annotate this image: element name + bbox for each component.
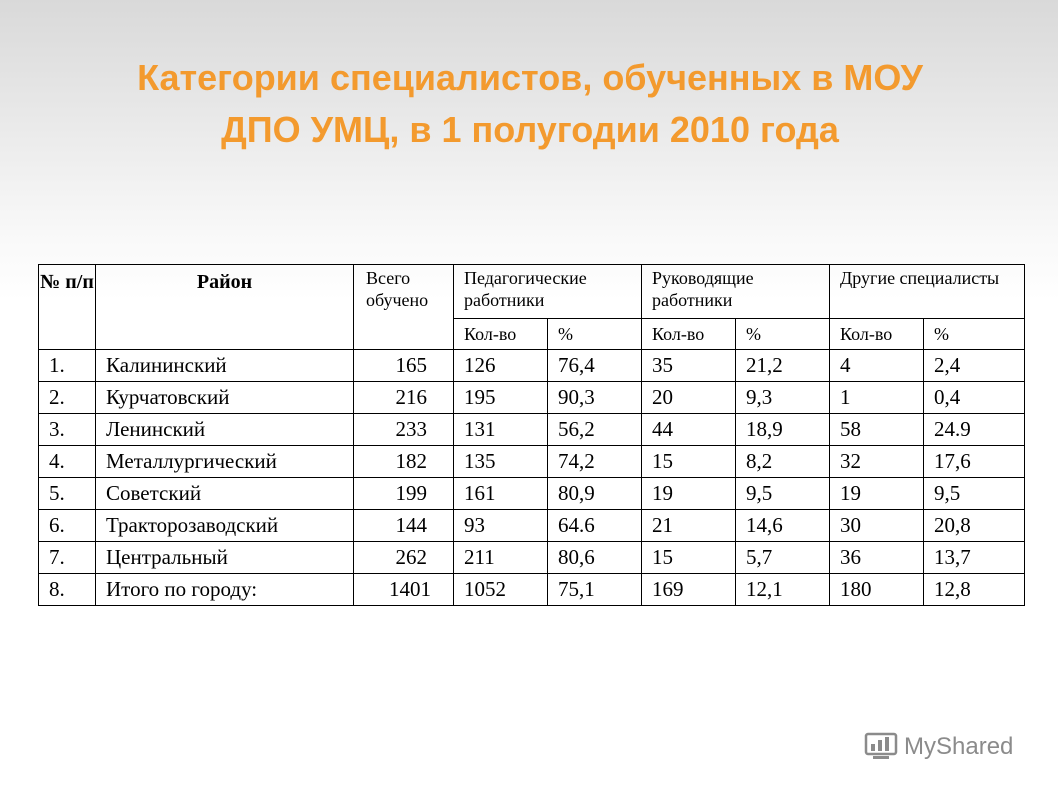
- row-mgr-count: 15: [642, 542, 736, 574]
- row-district: Калининский: [96, 350, 354, 382]
- sub-ped-pct: %: [548, 319, 642, 350]
- row-mgr-pct: 5,7: [736, 542, 830, 574]
- row-total: 233: [354, 414, 454, 446]
- row-ped-count: 135: [454, 446, 548, 478]
- table-row: [39, 478, 1025, 510]
- total-ped-pct: 75,1: [548, 574, 642, 606]
- row-total: 182: [354, 446, 454, 478]
- table-row: [39, 510, 1025, 542]
- row-district: Советский: [96, 478, 354, 510]
- header-other: Другие специалисты: [830, 265, 1025, 319]
- slide-title: [60, 52, 1000, 156]
- sub-ped-count: Кол-во: [454, 319, 548, 350]
- row-ped-pct: 80,9: [548, 478, 642, 510]
- row-oth-pct: 17,6: [924, 446, 1025, 478]
- header-district: Район: [96, 265, 354, 350]
- row-num: 7.: [39, 542, 96, 574]
- row-total: 199: [354, 478, 454, 510]
- row-num: 4.: [39, 446, 96, 478]
- row-ped-count: 211: [454, 542, 548, 574]
- row-num: 5.: [39, 478, 96, 510]
- row-mgr-count: 21: [642, 510, 736, 542]
- total-oth-count: 180: [830, 574, 924, 606]
- total-mgr-pct: 12,1: [736, 574, 830, 606]
- row-ped-pct: 56,2: [548, 414, 642, 446]
- row-oth-count: 58: [830, 414, 924, 446]
- header-num: № п/п: [39, 265, 96, 350]
- row-ped-pct: 90,3: [548, 382, 642, 414]
- row-oth-pct: 13,7: [924, 542, 1025, 574]
- row-district: Металлургический: [96, 446, 354, 478]
- row-ped-pct: 76,4: [548, 350, 642, 382]
- row-mgr-pct: 18,9: [736, 414, 830, 446]
- row-ped-count: 161: [454, 478, 548, 510]
- slide-title-line-1: Категории специалистов, обученных в МОУ: [137, 57, 923, 98]
- row-mgr-pct: 9,5: [736, 478, 830, 510]
- row-oth-pct: 0,4: [924, 382, 1025, 414]
- row-oth-count: 4: [830, 350, 924, 382]
- row-mgr-pct: 14,6: [736, 510, 830, 542]
- row-ped-pct: 64.6: [548, 510, 642, 542]
- row-oth-count: 36: [830, 542, 924, 574]
- row-num: 1.: [39, 350, 96, 382]
- row-ped-count: 131: [454, 414, 548, 446]
- row-total: 262: [354, 542, 454, 574]
- table-row: [39, 382, 1025, 414]
- row-ped-count: 93: [454, 510, 548, 542]
- row-mgr-pct: 9,3: [736, 382, 830, 414]
- total-num: 8.: [39, 574, 96, 606]
- row-mgr-count: 44: [642, 414, 736, 446]
- row-num: 3.: [39, 414, 96, 446]
- total-label: Итого по городу:: [96, 574, 354, 606]
- header-total: Всего обучено: [354, 265, 454, 350]
- row-district: Центральный: [96, 542, 354, 574]
- watermark: [864, 730, 1013, 764]
- row-ped-count: 195: [454, 382, 548, 414]
- row-district: Курчатовский: [96, 382, 354, 414]
- table-row: [39, 542, 1025, 574]
- row-mgr-pct: 8,2: [736, 446, 830, 478]
- row-total: 165: [354, 350, 454, 382]
- row-mgr-pct: 21,2: [736, 350, 830, 382]
- row-oth-pct: 24.9: [924, 414, 1025, 446]
- row-district: Ленинский: [96, 414, 354, 446]
- sub-mgr-pct: %: [736, 319, 830, 350]
- slide-title-line-2: ДПО УМЦ, в 1 полугодии 2010 года: [221, 109, 839, 150]
- sub-oth-pct: %: [924, 319, 1025, 350]
- sub-oth-count: Кол-во: [830, 319, 924, 350]
- row-mgr-count: 15: [642, 446, 736, 478]
- total-total: 1401: [354, 574, 454, 606]
- row-mgr-count: 19: [642, 478, 736, 510]
- total-mgr-count: 169: [642, 574, 736, 606]
- myshared-logo-icon: [864, 732, 898, 762]
- table-row: [39, 446, 1025, 478]
- row-mgr-count: 35: [642, 350, 736, 382]
- row-district: Тракторозаводский: [96, 510, 354, 542]
- sub-mgr-count: Кол-во: [642, 319, 736, 350]
- total-ped-count: 1052: [454, 574, 548, 606]
- specialists-table: [38, 264, 1025, 606]
- total-row: [39, 574, 1025, 606]
- row-ped-pct: 80,6: [548, 542, 642, 574]
- row-total: 144: [354, 510, 454, 542]
- row-mgr-count: 20: [642, 382, 736, 414]
- total-oth-pct: 12,8: [924, 574, 1025, 606]
- table-row: [39, 414, 1025, 446]
- row-num: 2.: [39, 382, 96, 414]
- row-oth-count: 19: [830, 478, 924, 510]
- row-oth-pct: 9,5: [924, 478, 1025, 510]
- row-oth-pct: 20,8: [924, 510, 1025, 542]
- row-oth-count: 1: [830, 382, 924, 414]
- header-row: [39, 265, 1025, 319]
- row-ped-count: 126: [454, 350, 548, 382]
- header-ped: Педагогические работники: [454, 265, 642, 319]
- row-ped-pct: 74,2: [548, 446, 642, 478]
- header-mgr: Руководящие работники: [642, 265, 830, 319]
- table-row: [39, 350, 1025, 382]
- watermark-text: MyShared: [904, 733, 1014, 760]
- row-total: 216: [354, 382, 454, 414]
- row-oth-count: 32: [830, 446, 924, 478]
- row-oth-pct: 2,4: [924, 350, 1025, 382]
- row-oth-count: 30: [830, 510, 924, 542]
- row-num: 6.: [39, 510, 96, 542]
